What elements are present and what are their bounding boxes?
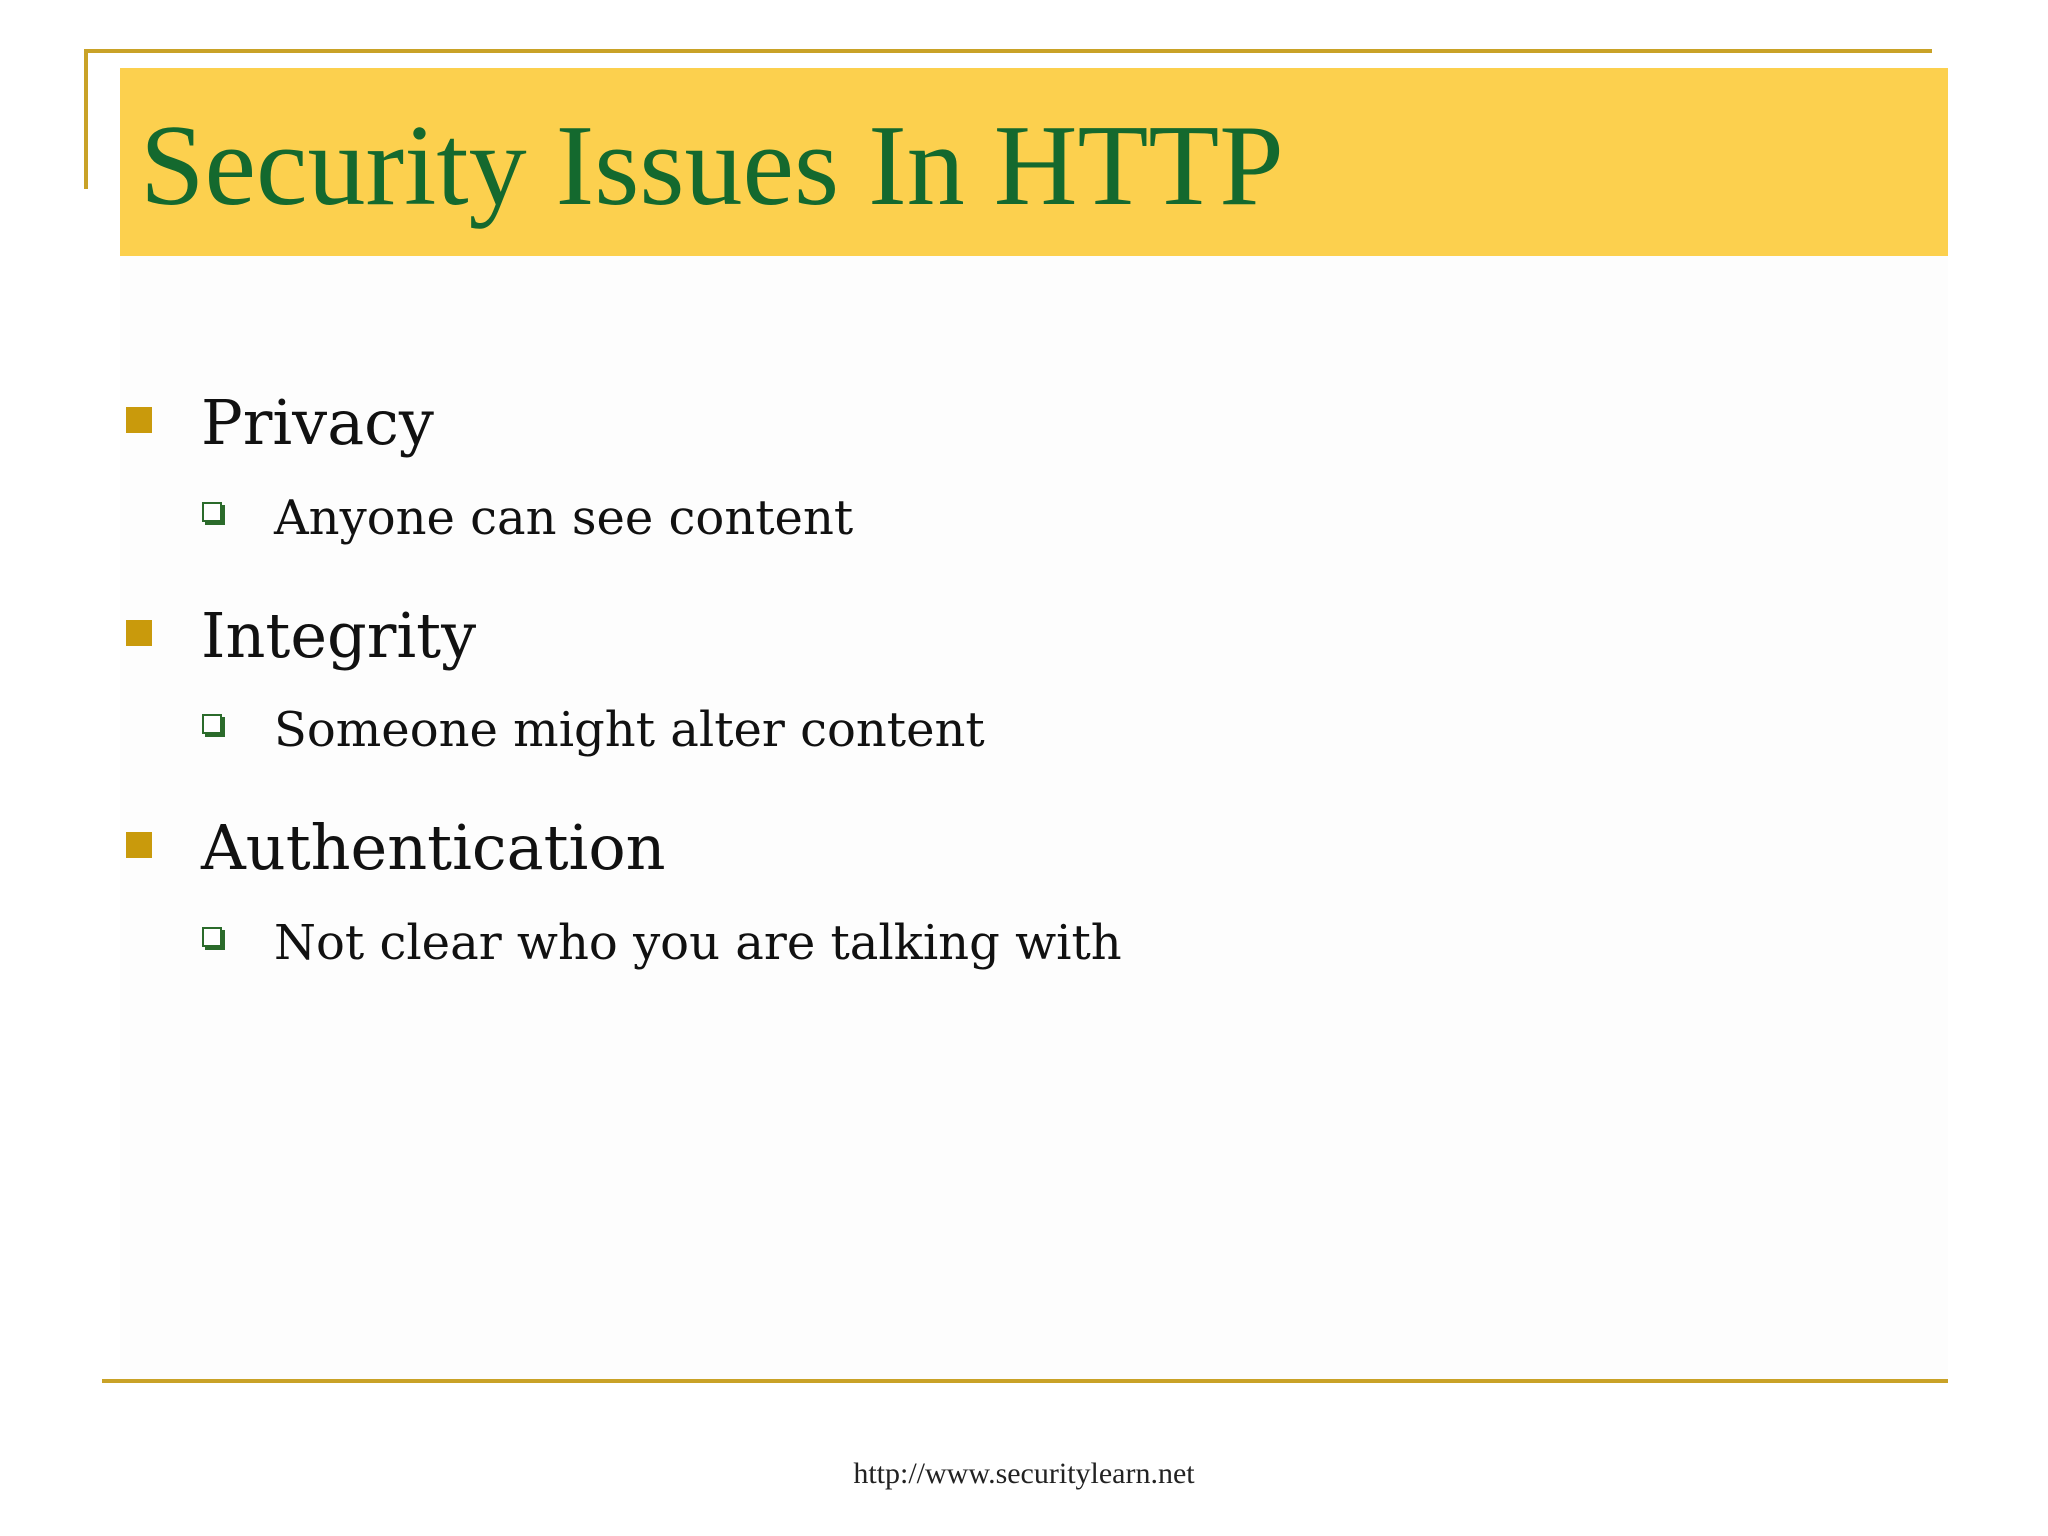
hollow-square-bullet-icon [202,927,222,947]
square-bullet-icon [126,407,152,433]
frame-top-rule [84,49,1932,53]
bullet-label: Privacy [201,386,434,459]
sub-bullet-label: Someone might alter content [274,702,985,758]
footer-url: http://www.securitylearn.net [853,1457,1195,1490]
square-bullet-icon [126,620,152,646]
bullet-label: Authentication [201,811,666,884]
hollow-square-bullet-icon [202,714,222,734]
frame-left-rule [84,49,88,189]
bullet-label: Integrity [201,599,477,672]
hollow-square-bullet-icon [202,502,222,522]
footer-rule [102,1379,1948,1383]
square-bullet-icon [126,832,152,858]
slide-title: Security Issues In HTTP [140,102,1284,230]
sub-bullet-label: Not clear who you are talking with [274,915,1122,971]
sub-bullet-label: Anyone can see content [274,490,854,546]
